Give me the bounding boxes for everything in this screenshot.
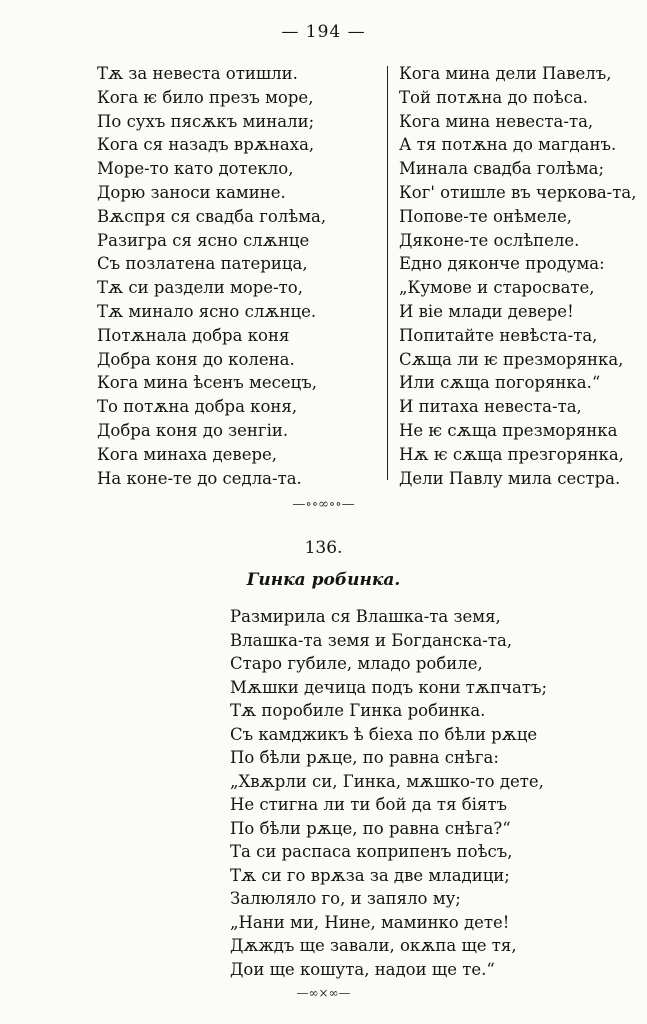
verse-line: По бѣли рѫце, по равна снѣга?“ (230, 818, 511, 838)
verse-line: Та си распаса коприпенъ поѣсъ, (230, 842, 513, 861)
verse-line: Кога мина невеста-та, (399, 111, 594, 131)
verse-line: Старо губиле, младо робиле, (230, 654, 483, 673)
verse-line: „Кумове и старосвате, (399, 278, 595, 298)
verse-line: Кога ѥ било презъ море, (97, 87, 314, 107)
verse-line: Размирила ся Влашка-та земя, (230, 607, 501, 626)
verse-line: На коне-те до седла-та. (97, 468, 302, 488)
left-verse-column (97, 62, 326, 490)
verse-line: Дорю заноси камине. (97, 182, 286, 202)
verse-line: Минала свадба голѣма; (399, 159, 605, 179)
end-ornament: —∞×∞— (296, 986, 351, 1000)
right-verse-column (399, 62, 636, 490)
verse-line: По сухъ пясѫкъ минали; (97, 111, 315, 131)
verse-line: Попове-те онѣмеле, (399, 206, 572, 226)
song-number: 136. (304, 538, 343, 558)
verse-line: Дели Павлу мила сестра. (399, 468, 621, 488)
verse-line: Добра коня до колена. (97, 349, 295, 369)
verse-line: Тѫ минало ясно слѫнце. (97, 301, 317, 321)
verse-line: Залюляло го, и запяло му; (230, 889, 461, 908)
verse-line: Дои ще кошута, надои ще те.“ (230, 959, 495, 979)
page-number: — 194 — (281, 22, 366, 42)
verse-line: Потѫнала добра коня (97, 325, 290, 345)
verse-line: Ког' отишле въ черкова-та, (399, 182, 637, 202)
verse-line: Кога мина дели Павелъ, (399, 64, 612, 83)
verse-line: По бѣли рѫце, по равна снѣга: (230, 748, 499, 767)
verse-line: И питаха невеста-та, (399, 397, 582, 417)
verse-line: То потѫна добра коня, (97, 397, 298, 417)
verse-line: Тѫ си раздели море-то, (97, 278, 303, 298)
verse-line: Добра коня до зенгіи. (97, 420, 289, 440)
verse-line: И віе млади девере! (399, 301, 574, 321)
verse-line: „Нани ми, Нине, маминко дете! (230, 912, 510, 932)
column-divider (387, 66, 388, 480)
verse-line: Вѫспря ся свадба голѣма, (97, 206, 327, 226)
section-ornament: —∘∘∞∘∘— (292, 497, 355, 512)
verse-line: Едно дяконче продума: (399, 254, 605, 274)
verse-line: Тѫ поробиле Гинка робинка. (230, 701, 486, 720)
verse-line: Сѫща ли ѥ презморянка, (399, 349, 624, 369)
verse-line: Кога минаха девере, (97, 444, 278, 464)
verse-line: Дѫждъ ще завали, окѫпа ще тя, (230, 936, 517, 955)
verse-line: Мѫшки дечица подъ кони тѫпчатъ; (230, 677, 548, 697)
verse-line: Тѫ си го врѫза за две младици; (230, 865, 510, 885)
verse-line: Той потѫна до поѣса. (399, 87, 589, 107)
verse-line: Нѫ ѥ сѫща презгорянка, (399, 444, 624, 464)
verse-line: Не стигна ли ти бой да тя біятъ (230, 795, 507, 814)
verse-line: Море-то като дотекло, (97, 159, 294, 179)
verse-line: Кога ся назадъ врѫнаха, (97, 135, 315, 155)
verse-line: Съ камджикъ ѣ біеха по бѣли рѫце (230, 724, 538, 744)
verse-line: „Хвѫрли си, Гинка, мѫшко-то дете, (230, 771, 544, 791)
verse-line: Разигра ся ясно слѫнце (97, 230, 310, 250)
verse-line: Не ѥ сѫща презморянка (399, 420, 618, 440)
verse-line: Дяконе-те ослѣпеле. (399, 230, 580, 250)
verse-line: Тѫ за невеста отишли. (97, 64, 298, 83)
verse-line: Съ позлатена патерица, (97, 254, 308, 274)
verse-line: Или сѫща погорянка.“ (399, 373, 601, 393)
song-title: Гинка робинка. (246, 570, 401, 590)
verse-line: Попитайте невѣста-та, (399, 325, 598, 345)
verse-line: Кога мина ѣсенъ месецъ, (97, 373, 317, 393)
verse-line: А тя потѫна до магданъ. (399, 135, 617, 155)
verse-line: Влашка-та земя и Богданска-та, (230, 630, 513, 650)
song-verses (230, 605, 547, 981)
